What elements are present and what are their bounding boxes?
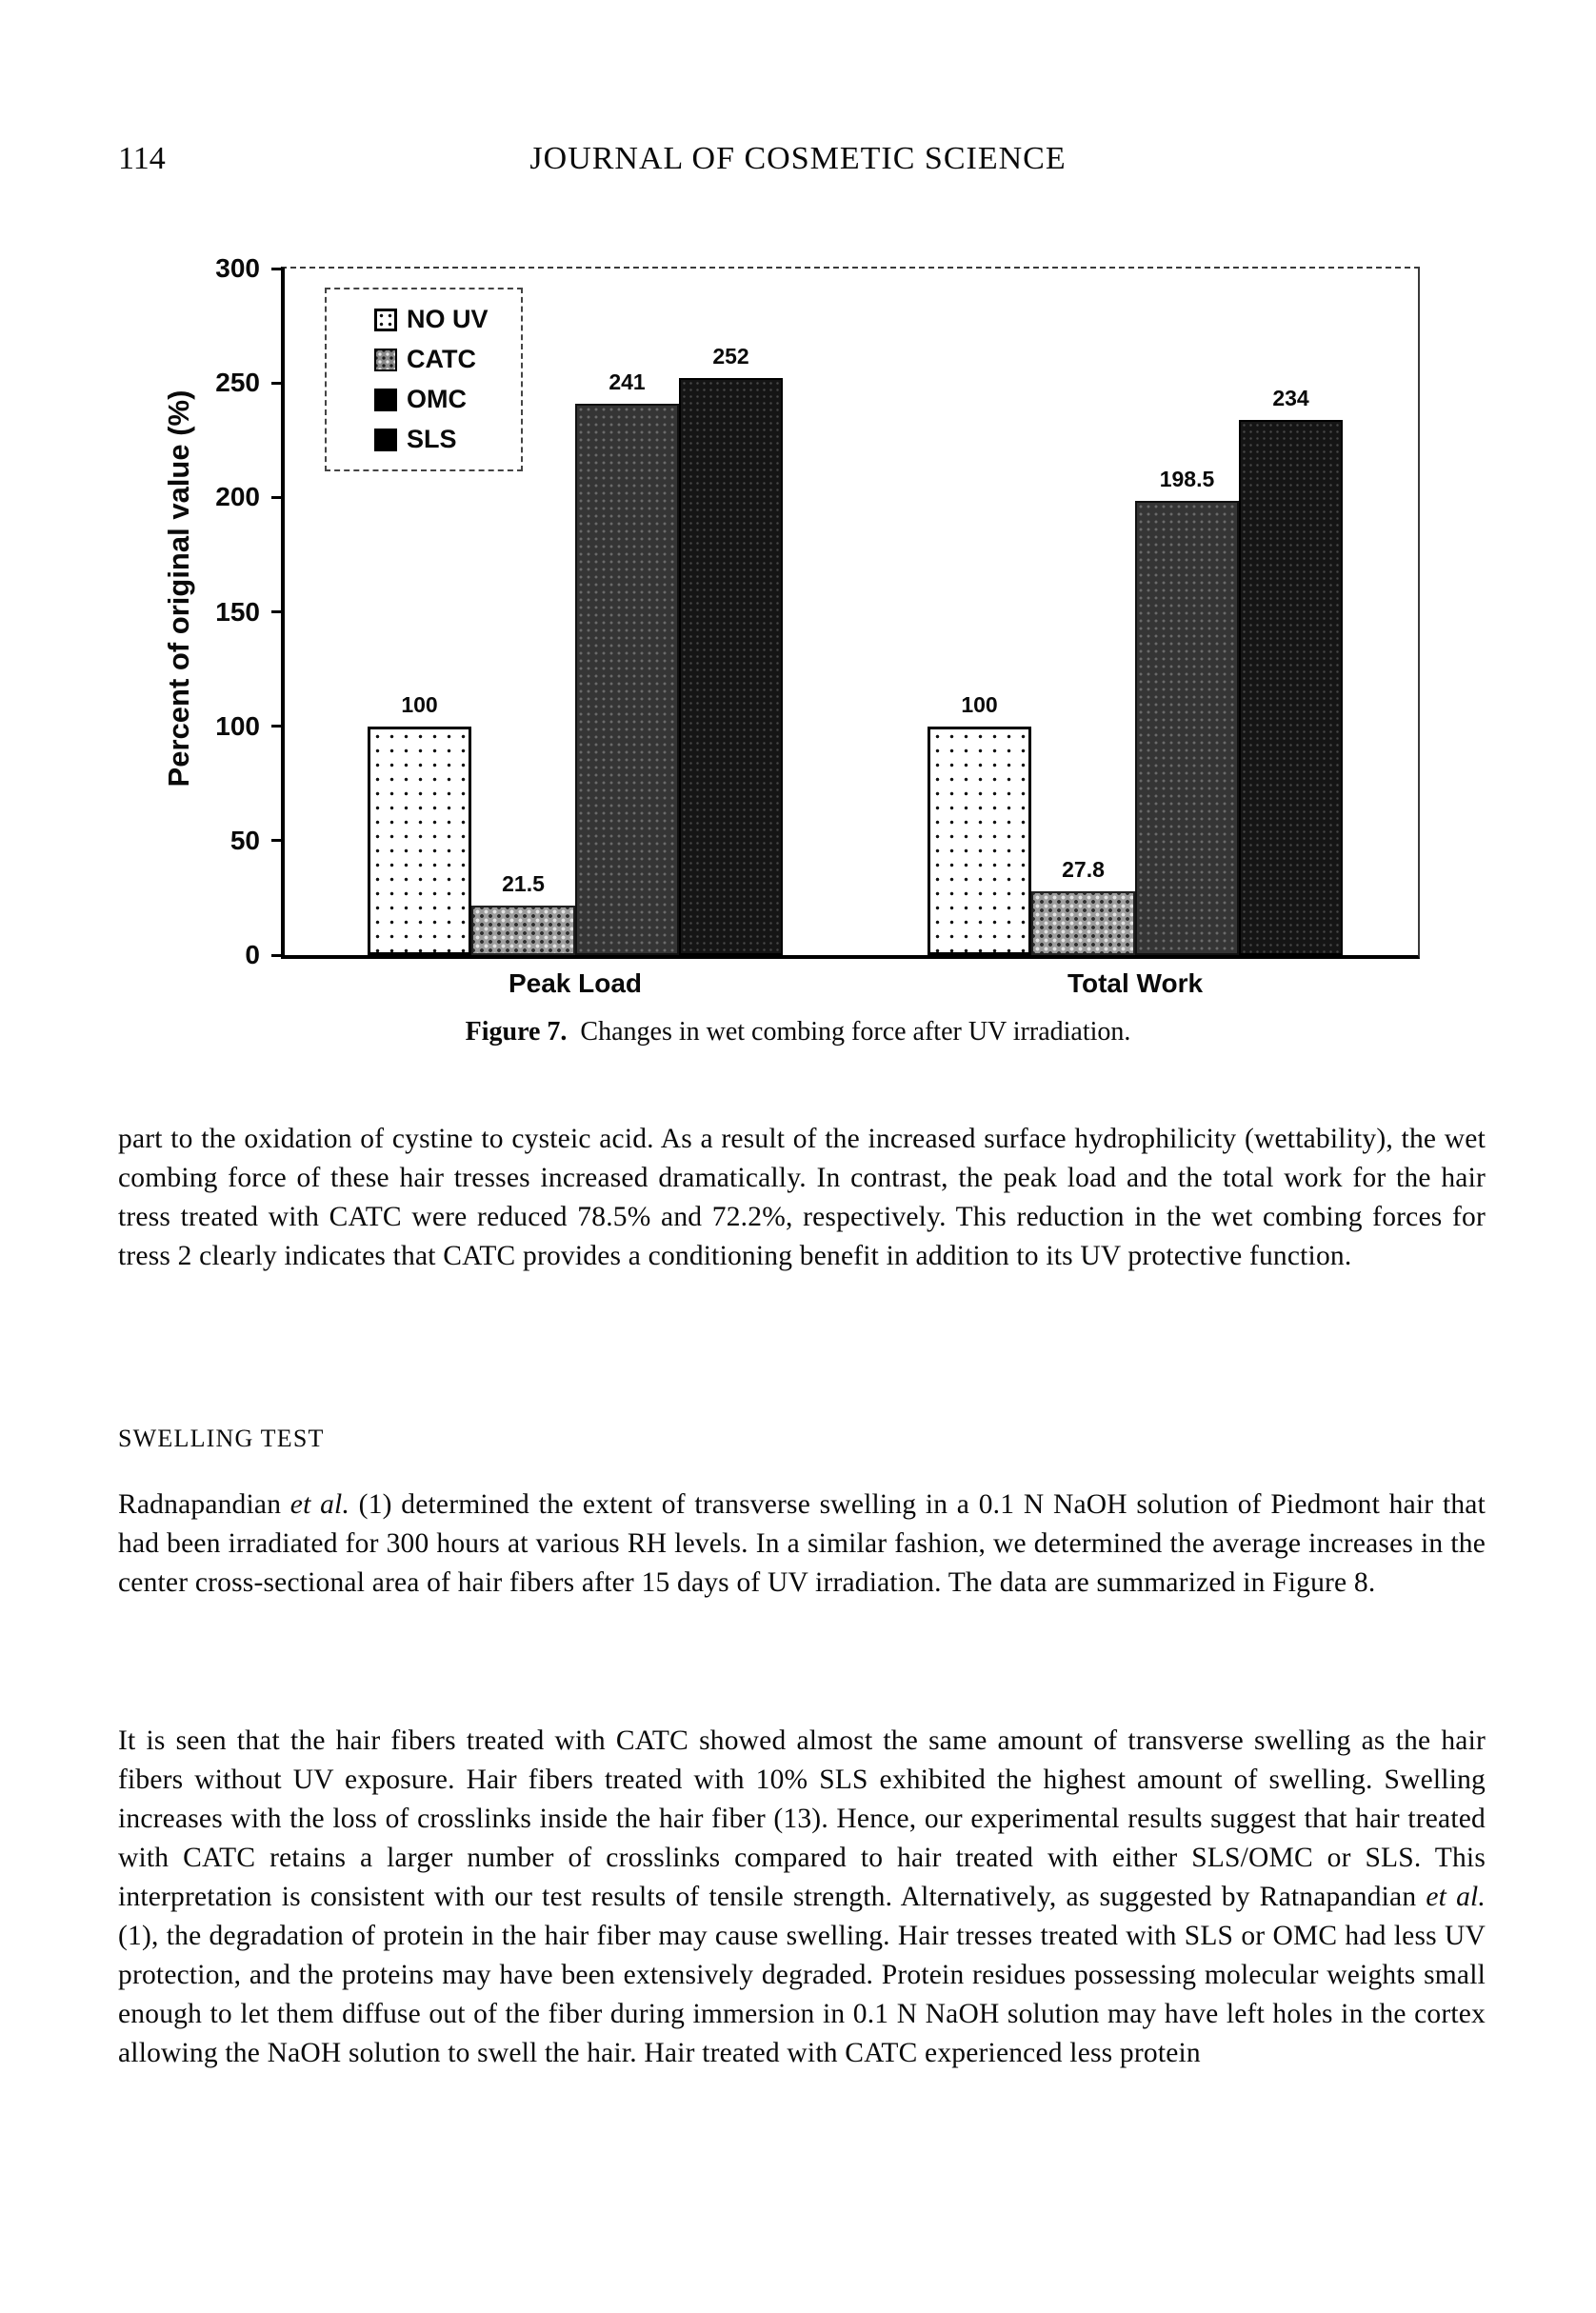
bar-value-label: 100 (961, 691, 998, 717)
paragraph-2-text-cont: (1) determined the extent of transverse swelling in a 0.1 N NaOH solution of Piedmont hair that had been irradiated for 300 hours at various RH levels. In a similar fashion, we determined the average increases in the center cross-sectional area of hair fibers after 15 days of UV irradiation. The data are summarized in Figure 8. (118, 1489, 1486, 1598)
legend-label: OMC (407, 385, 467, 413)
bar-no-uv (368, 727, 471, 955)
bar-catc (1031, 891, 1135, 955)
y-tick-label: 50 (229, 825, 260, 855)
omc-legend-swatch-icon (374, 389, 397, 411)
y-tick-label: 0 (245, 940, 260, 969)
paragraph-2 (118, 1486, 1486, 1603)
y-tick-label: 300 (215, 253, 260, 283)
category-label: Peak Load (508, 968, 643, 998)
y-tick-mark (271, 382, 285, 385)
y-tick-mark (271, 610, 285, 613)
y-tick-label: 200 (215, 482, 260, 512)
y-tick-label: 100 (215, 710, 260, 741)
legend-label: NO UV (407, 305, 489, 333)
legend-item (374, 385, 498, 414)
category-label: Total Work (1067, 968, 1204, 998)
bar-value-label: 234 (1272, 385, 1309, 410)
y-axis-title: Percent of original value (%) (162, 389, 195, 788)
y-tick-mark (271, 725, 285, 728)
figure-caption-label: Figure 7. (465, 1017, 568, 1047)
legend-label: SLS (407, 425, 457, 453)
bar-omc (1135, 501, 1239, 955)
chart-legend (325, 288, 523, 471)
bar-value-label: 252 (712, 344, 749, 369)
figure-caption-text: Changes in wet combing force after UV irradiation. (580, 1017, 1131, 1047)
bar-value-label: 100 (401, 691, 438, 717)
bar-sls (1239, 420, 1343, 955)
et-al-italic: et al. (1426, 1882, 1486, 1912)
paragraph-2-text: Radnapandian (118, 1489, 290, 1520)
paragraph-3-text: It is seen that the hair fibers treated with CATC showed almost the same amount of transverse swelling as the hair fibers without UV exposure. Hair fibers treated with 10% SLS exhibited the highest amount of swelling. Swelling increases with the loss of crosslinks inside the hair fiber (13). Hence, our experimental results suggest that hair treated with CATC retains a larger number of crosslinks compared to hair treated with either SLS/OMC or SLS. This interpretation is consistent with our test results of tensile strength. Alternatively, as suggested by Ratnapandian (118, 1725, 1486, 1912)
section-heading: SWELLING TEST (118, 1425, 325, 1452)
bar-value-label: 198.5 (1159, 466, 1215, 491)
bar-value-label: 241 (608, 369, 646, 394)
catc-legend-swatch-icon (374, 349, 397, 371)
y-tick-mark (271, 954, 285, 957)
no-uv-legend-swatch-icon (374, 309, 397, 331)
legend-label: CATC (407, 345, 476, 373)
legend-item (374, 425, 498, 454)
bar-no-uv (928, 727, 1031, 955)
bar-omc (575, 404, 679, 955)
page-number: 114 (118, 141, 166, 176)
y-tick-mark (271, 839, 285, 842)
sls-legend-swatch-icon (374, 429, 397, 451)
bar-value-label: 27.8 (1062, 857, 1105, 883)
paragraph-3-text-cont: (1), the degradation of protein in the hair fiber may cause swelling. Hair tresses treated with SLS or OMC had less UV protection, and the proteins may have been extensively degraded. Protein residues possessing molecular weights small enough to let them diffuse out of the fiber during immersion in 0.1 N NaOH solution may have left holes in the cortex allowing the NaOH solution to swell the hair. Hair treated with CATC experienced less protein (118, 1921, 1486, 2068)
legend-item (374, 305, 498, 334)
bar-value-label: 21.5 (502, 871, 545, 897)
legend-item (374, 345, 498, 374)
y-tick-mark (271, 496, 285, 499)
paragraph-3 (118, 1722, 1486, 2073)
figure-caption (0, 1017, 1596, 1047)
running-head: JOURNAL OF COSMETIC SCIENCE (529, 141, 1067, 176)
paragraph-1: part to the oxidation of cystine to cysteic acid. As a result of the increased surface hydrophilicity (wettability), the wet combing force of these hair tresses increased dramatically. In contrast, the peak load and the total work for the hair tress treated with CATC were reduced 78.5% and 72.2%, respectively. This reduction in the wet combing forces for tress 2 clearly indicates that CATC provides a conditioning benefit in addition to its UV protective function. (118, 1124, 1486, 1271)
y-tick-label: 250 (215, 368, 260, 398)
y-tick-mark (271, 268, 285, 270)
bar-sls (679, 378, 783, 955)
y-tick-label: 150 (215, 596, 260, 627)
et-al-italic: et al. (289, 1489, 350, 1520)
plot-area (215, 253, 1420, 998)
bar-catc (471, 906, 575, 955)
